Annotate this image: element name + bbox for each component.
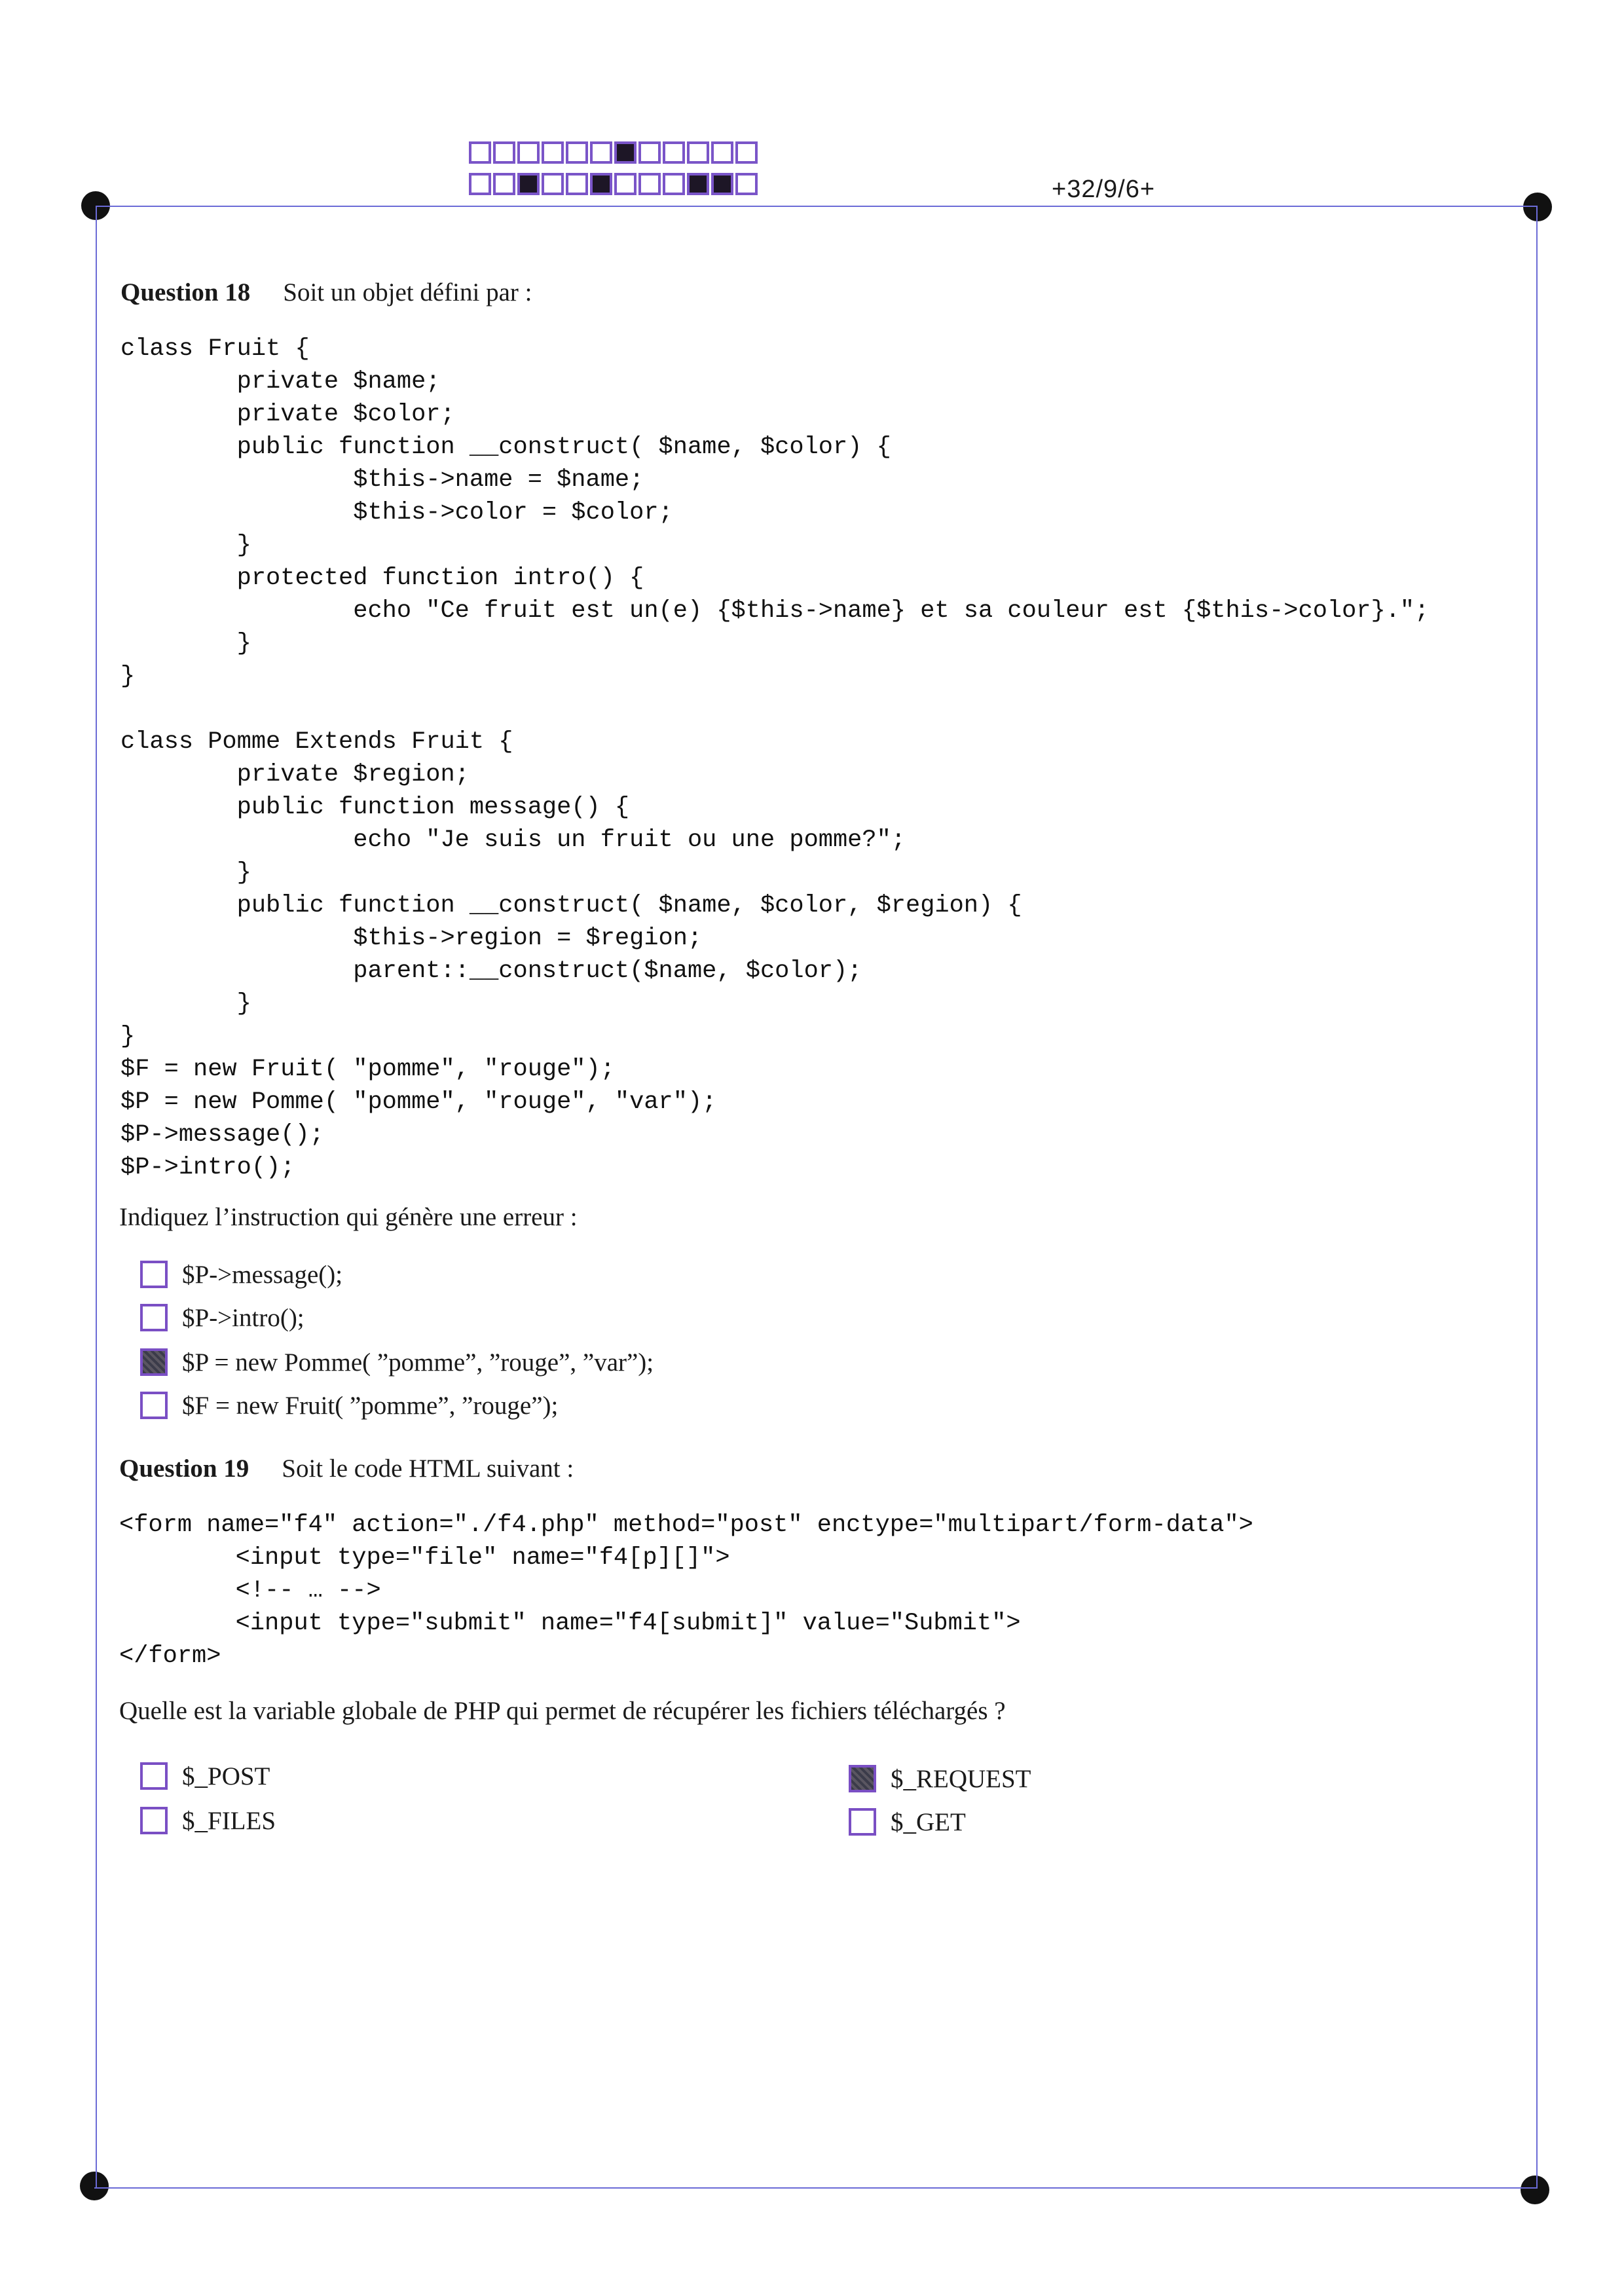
option-label: $_FILES [182,1806,276,1835]
frame-bottom [94,2187,1536,2189]
id-box [517,141,540,164]
id-box [638,141,661,164]
student-id-boxes-row1 [469,141,760,164]
registration-mark-top-right [1523,193,1552,221]
option-label: $P->message(); [182,1260,343,1289]
checkbox[interactable] [140,1392,168,1419]
id-box [493,141,515,164]
checkbox[interactable] [140,1261,168,1288]
id-box [590,173,612,195]
question-18-label: Question 18 [120,278,251,306]
id-box [493,173,515,195]
checkbox[interactable] [849,1808,876,1836]
q19-option-files[interactable] [140,1804,276,1838]
option-label: $P = new Pomme( ”pomme”, ”rouge”, ”var”); [182,1348,654,1377]
id-box [663,173,685,195]
question-18-intro: Soit un objet défini par : [283,278,532,306]
checkbox-checked[interactable] [849,1765,876,1792]
question-18-code: class Fruit { private $name; private $color; public function __construct( $name, $color) { $this->name = $name; $this->color = $color; } protected function intro() { echo "Ce fruit est un(e) {$this->name} et sa couleur est {$this->color}."; } } class Pomme Extends Fruit { private $region; public function message() { echo "Je suis un fruit ou une pomme?"; } public function __construct( $name, $color, $region) { $this->region = $region; parent::__construct($name, $color); } } $F = new Fruit( "pomme", "rouge"); $P = new Pomme( "pomme", "rouge", "var"); $P->message(); $P->intro(); [120,335,1430,1181]
question-19-intro: Soit le code HTML suivant : [282,1454,574,1483]
q18-option-1[interactable] [140,1257,342,1291]
id-box [735,173,758,195]
id-box [687,141,709,164]
registration-mark-bottom-right [1521,2176,1549,2204]
id-box [614,173,637,195]
id-box [711,173,733,195]
option-label: $P->intro(); [182,1303,304,1332]
page-identifier: +32/9/6+ [1052,176,1156,203]
q18-option-3[interactable] [140,1345,654,1379]
id-box [711,141,733,164]
id-box [663,141,685,164]
id-box [469,141,491,164]
frame-left [96,206,97,2187]
q19-option-post[interactable] [140,1759,270,1793]
id-box [469,173,491,195]
id-box [590,141,612,164]
q19-option-get[interactable] [849,1805,966,1839]
id-box [735,141,758,164]
id-box [542,173,564,195]
id-box [566,141,588,164]
frame-top [96,206,1538,207]
student-id-boxes-row2 [469,173,760,195]
q18-option-4[interactable] [140,1388,558,1422]
question-18-prompt: Indiquez l’instruction qui génère une erreur : [119,1203,578,1231]
id-box [542,141,564,164]
question-19-heading [119,1454,574,1483]
q18-option-2[interactable] [140,1301,304,1335]
checkbox[interactable] [140,1807,168,1834]
q19-option-request[interactable] [849,1762,1031,1796]
registration-mark-bottom-left [80,2172,109,2200]
question-19-code: <form name="f4" action="./f4.php" method="post" enctype="multipart/form-data"> <input type="file" name="f4[p][]"> <!-- … --> <input type="submit" name="f4[submit]" value="Submit"> </form> [119,1511,1253,1670]
id-box [517,173,540,195]
option-label: $_GET [891,1807,966,1836]
checkbox[interactable] [140,1304,168,1331]
frame-right [1536,207,1538,2189]
id-box [687,173,709,195]
question-19-prompt: Quelle est la variable globale de PHP qui permet de récupérer les fichiers téléchargés ? [119,1697,1006,1725]
id-box [638,173,661,195]
question-18-heading [120,278,532,307]
checkbox-checked[interactable] [140,1348,168,1376]
id-box [566,173,588,195]
checkbox[interactable] [140,1762,168,1790]
id-box [614,141,637,164]
option-label: $_REQUEST [891,1764,1031,1793]
question-19-label: Question 19 [119,1454,249,1483]
option-label: $_POST [182,1762,270,1790]
option-label: $F = new Fruit( ”pomme”, ”rouge”); [182,1391,559,1420]
